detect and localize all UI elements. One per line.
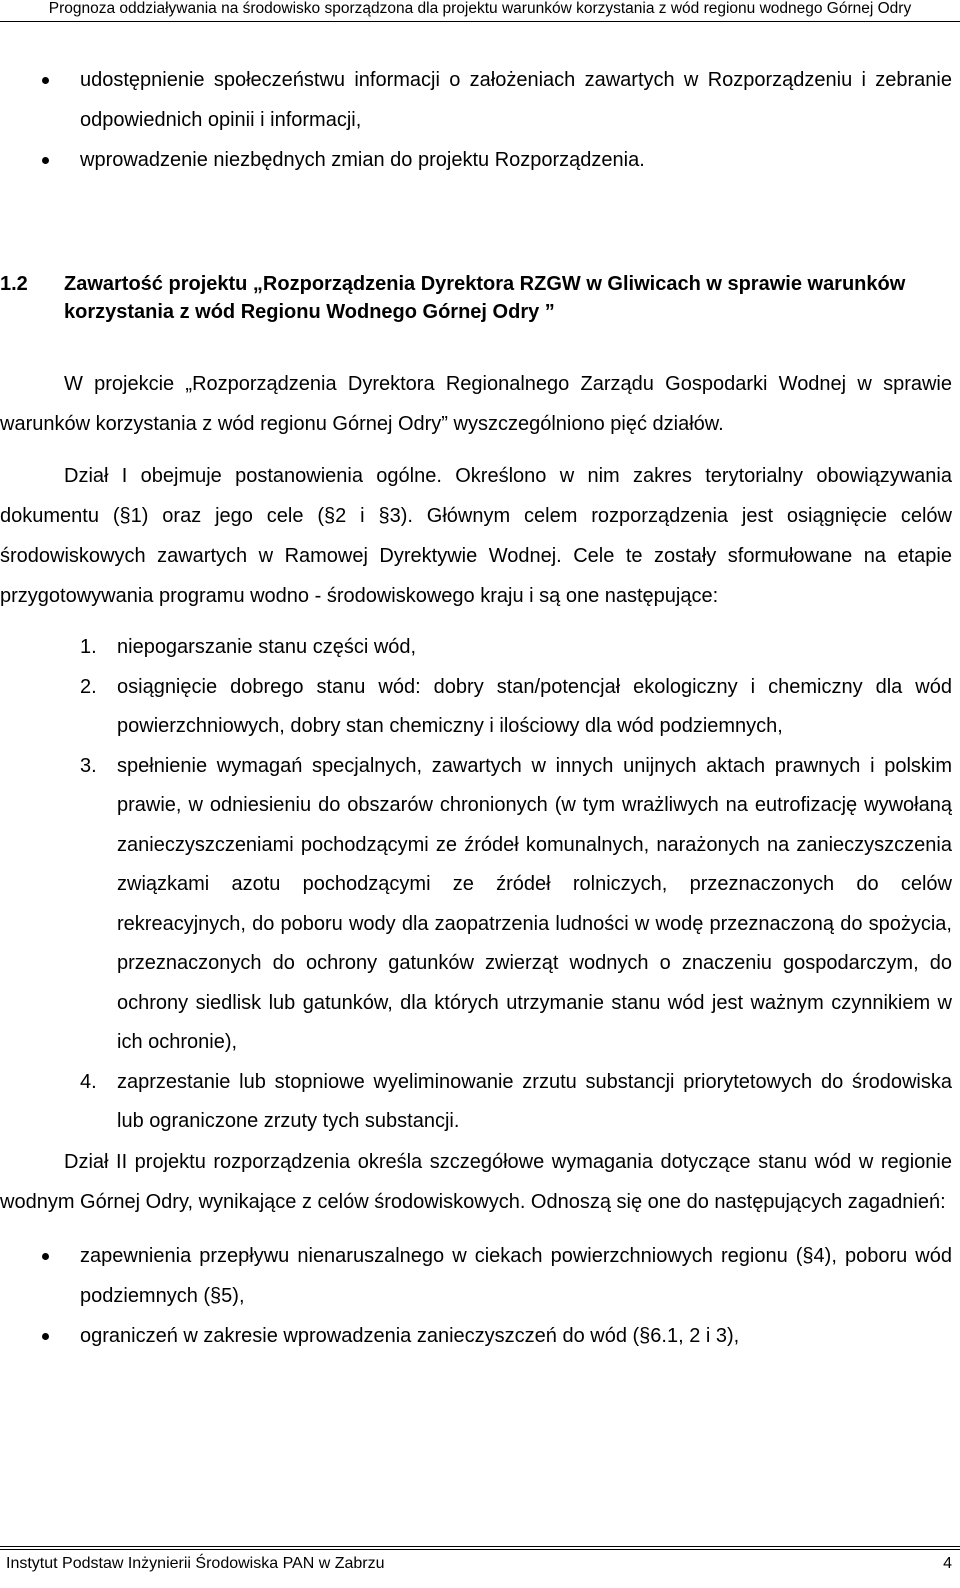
footer-rule-secondary	[0, 1549, 960, 1550]
list-item	[0, 747, 952, 1063]
requirements-bullet-list	[0, 1236, 952, 1356]
list-item-text: wprowadzenie niezbędnych zmian do projektu Rozporządzenia.	[80, 149, 645, 171]
list-item-text: udostępnienie społeczeństwu informacji o założeniach zawartych w Rozporządzeniu i zebranie odpowiednich opinii i informacji,	[80, 69, 952, 131]
footer-institution: Instytut Podstaw Inżynierii Środowiska PAN w Zabrzu	[6, 1555, 385, 1572]
intro-bullet-list	[0, 60, 952, 180]
paragraph-dzial-2: Dział II projektu rozporządzenia określa szczegółowe wymagania dotyczące stanu wód w regionie wodnym Górnej Odry, wynikające z celów środowiskowych. Odnoszą się one do następujących zagadnień:	[0, 1150, 952, 1213]
goals-list	[0, 628, 952, 1142]
list-item-number: 2.	[80, 675, 97, 698]
bullet-icon	[42, 1333, 49, 1340]
list-item-text: zapewnienia przepływu nienaruszalnego w ciekach powierzchniowych regionu (§4), poboru wód podziemnych (§5),	[80, 1244, 952, 1307]
list-item-text: osiągnięcie dobrego stanu wód: dobry stan/potencjał ekologiczny i chemiczny dla wód powierzchniowych, dobry stan chemiczny i ilościowy dla wód podziemnych,	[117, 675, 952, 737]
list-item	[0, 628, 952, 668]
list-item-text: niepogarszanie stanu części wód,	[117, 636, 417, 658]
section-number: 1.2	[0, 273, 28, 295]
bullet-icon	[42, 1253, 49, 1260]
list-item-number: 1.	[80, 636, 97, 658]
page-number: 4	[943, 1555, 952, 1572]
header-rule	[0, 21, 960, 22]
list-item-text: spełnienie wymagań specjalnych, zawartych w innych unijnych aktach prawnych i polskim prawie, w odniesieniu do obszarów chronionych (w tym wrażliwych na eutrofizację wywołaną zanieczyszczeniami pochodzącymi ze źródeł komunalnych, narażonych na zanieczyszczenia związkami azotu pochodzącymi ze źródeł rolniczych, przeznaczonych do celów rekreacyjnych, do poboru wody dla zaopatrzenia ludności w wodę przeznaczoną do spożycia, przeznaczonych do ochrony gatunków zwierząt wodnych o znaczeniu gospodarczym, do ochrony siedlisk lub gatunków, dla których utrzymanie stanu wód jest ważnym czynnikiem w ich ochronie),	[117, 754, 952, 1053]
section-title: Zawartość projektu „Rozporządzenia Dyrektora RZGW w Gliwicach w sprawie warunków korzystania z wód Regionu Wodnego Górnej Odry ”	[64, 273, 906, 323]
document-body	[0, 60, 952, 1356]
list-item	[0, 60, 952, 140]
section-heading	[0, 270, 952, 326]
list-item	[0, 140, 952, 180]
list-item-number: 4.	[80, 1070, 97, 1093]
paragraph-dzial-1: Dział I obejmuje postanowienia ogólne. Określono w nim zakres terytorialny obowiązywania dokumentu (§1) oraz jego cele (§2 i §3). Głównym celem rozporządzenia jest osiągnięcie celów środowiskowych zawartych w Ramowej Dyrektywie Wodnej. Cele te zostały sformułowane na etapie przygotowywania programu wodno - środowiskowego kraju i są one następujące:	[0, 465, 952, 607]
paragraph-intro: W projekcie „Rozporządzenia Dyrektora Regionalnego Zarządu Gospodarki Wodnej w sprawie warunków korzystania z wód regionu Górnej Odry” wyszczególniono pięć działów.	[0, 373, 952, 435]
page-header: Prognoza oddziaływania na środowisko sporządzona dla projektu warunków korzystania z wód regionu wodnego Górnej Odry	[48, 0, 912, 17]
bullet-icon	[42, 77, 49, 84]
list-item	[0, 1316, 952, 1356]
footer-rule	[0, 1546, 960, 1547]
list-item-text: zaprzestanie lub stopniowe wyeliminowanie zrzutu substancji priorytetowych do środowiska lub ograniczone zrzuty tych substancji.	[117, 1070, 952, 1132]
list-item	[0, 668, 952, 747]
list-item	[0, 1236, 952, 1316]
bullet-icon	[42, 157, 49, 164]
list-item	[0, 1063, 952, 1142]
list-item-number: 3.	[80, 754, 97, 777]
list-item-text: ograniczeń w zakresie wprowadzenia zanieczyszczeń do wód (§6.1, 2 i 3),	[80, 1324, 740, 1347]
